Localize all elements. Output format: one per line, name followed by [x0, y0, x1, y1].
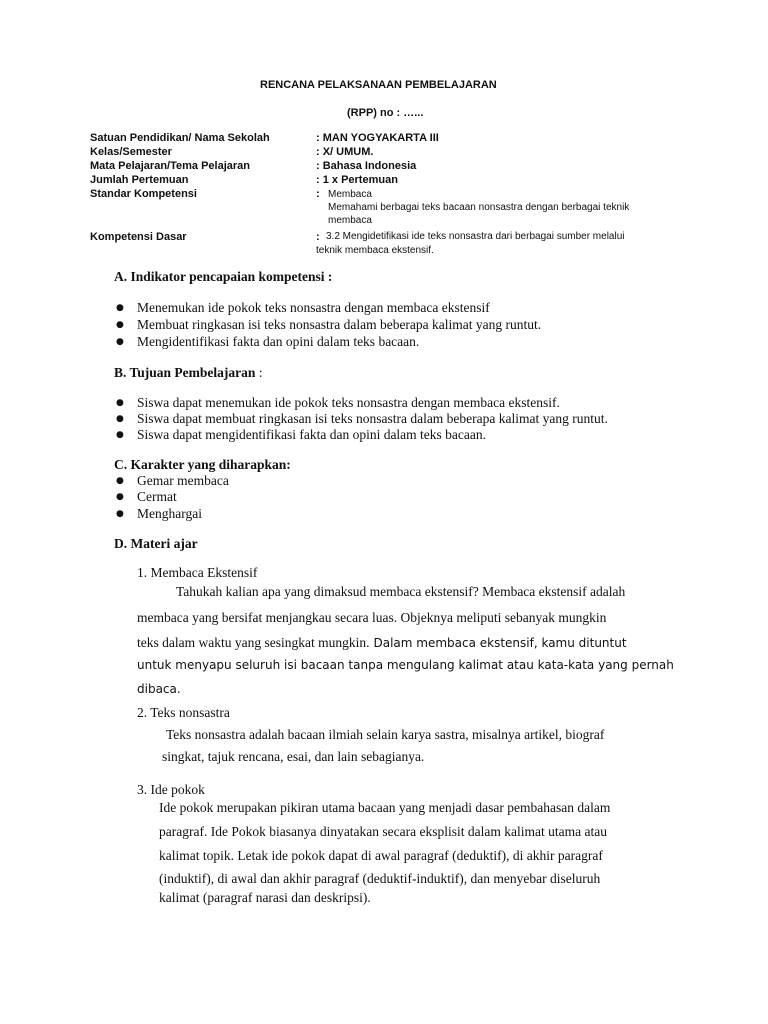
bullet-icon: ● [116, 430, 124, 440]
list-item: Gemar membaca [137, 473, 229, 488]
paragraph-line: singkat, tajuk rencana, esai, dan lain sebagianya. [162, 749, 425, 764]
list-item: Siswa dapat membuat ringkasan isi teks nonsastra dalam beberapa kalimat yang runtut. [137, 411, 608, 426]
materi-item-title: 3. Ide pokok [137, 782, 205, 797]
identity-label: Kelas/Semester [90, 146, 172, 158]
document-subtitle: (RPP) no : …... [347, 107, 424, 119]
bullet-icon: ● [116, 398, 124, 408]
paragraph-line: kalimat topik. Letak ide pokok dapat di awal paragraf (deduktif), di akhir paragraf [159, 848, 603, 863]
materi-item-title: 2. Teks nonsastra [137, 705, 230, 720]
paragraph-emphasis-line: dibaca. [137, 682, 181, 696]
list-item: Mengidentifikasi fakta dan opini dalam teks bacaan. [137, 334, 420, 349]
kompetensi-dasar-label: Kompetensi Dasar [90, 231, 187, 243]
paragraph-line: Ide pokok merupakan pikiran utama bacaan yang menjadi dasar pembahasan dalam [159, 800, 611, 815]
paragraph-emphasis-line: untuk menyapu seluruh isi bacaan tanpa mengulang kalimat atau kata-kata yang pernah [137, 658, 674, 672]
identity-label: Mata Pelajaran/Tema Pelajaran [90, 160, 250, 172]
paragraph-emphasis: Dalam membaca ekstensif, kamu dituntut [373, 636, 627, 650]
list-item: Membuat ringkasan isi teks nonsastra dalam beberapa kalimat yang runtut. [137, 317, 542, 332]
identity-value: : MAN YOGYAKARTA III [316, 132, 439, 144]
identity-label: Satuan Pendidikan/ Nama Sekolah [90, 132, 270, 144]
list-item: Cermat [137, 489, 177, 504]
identity-value: : X/ UMUM. [316, 146, 374, 158]
list-item: Menemukan ide pokok teks nonsastra dengan membaca ekstensif [137, 300, 490, 315]
paragraph-line: kalimat (paragraf narasi dan deskripsi). [159, 890, 371, 905]
standar-kompetensi-line: Memahami berbagai teks bacaan nonsastra dengan berbagai teknik [328, 202, 630, 213]
standar-kompetensi-line: membaca [328, 215, 372, 226]
identity-value: : [316, 188, 320, 200]
section-b-heading: B. Tujuan Pembelajaran [114, 365, 256, 380]
paragraph-line: Teks nonsastra adalah bacaan ilmiah selain karya sastra, misalnya artikel, biograf [166, 727, 605, 742]
section-b-heading-row [114, 364, 263, 382]
bullet-icon: ● [116, 414, 124, 424]
section-d-heading: D. Materi ajar [114, 536, 198, 551]
list-item: Siswa dapat mengidentifikasi fakta dan opini dalam teks bacaan. [137, 427, 487, 442]
paragraph-line: Tahukah kalian apa yang dimaksud membaca ekstensif? Membaca ekstensif adalah [176, 584, 626, 599]
bullet-icon: ● [116, 492, 124, 502]
bullet-icon: ● [116, 320, 124, 330]
bullet-icon: ● [116, 337, 124, 347]
identity-value: : 1 x Pertemuan [316, 174, 398, 186]
paragraph-line: (induktif), di awal dan akhir paragraf (deduktif-induktif), dan menyebar diseluruh [159, 871, 601, 886]
paragraph-line-mixed [137, 634, 627, 652]
paragraph-line: membaca yang bersifat menjangkau secara luas. Objeknya meliputi sebanyak mungkin [137, 610, 607, 625]
kompetensi-dasar-line: teknik membaca ekstensif. [316, 245, 434, 256]
section-c-heading: C. Karakter yang diharapkan: [114, 457, 291, 472]
materi-item-title: 1. Membaca Ekstensif [137, 565, 258, 580]
kompetensi-dasar-line: 3.2 Mengidetifikasi ide teks nonsastra dari berbagai sumber melalui [326, 231, 625, 242]
identity-label: Jumlah Pertemuan [90, 174, 189, 186]
list-item: Siswa dapat menemukan ide pokok teks nonsastra dengan membaca ekstensif. [137, 395, 560, 410]
bullet-icon: ● [116, 476, 124, 486]
document-title: RENCANA PELAKSANAAN PEMBELAJARAN [260, 79, 497, 91]
identity-label: Standar Kompetensi [90, 188, 197, 200]
section-b-heading-suffix: : [255, 365, 263, 380]
bullet-icon: ● [116, 509, 124, 519]
list-item: Menghargai [137, 506, 202, 521]
paragraph-line: paragraf. Ide Pokok biasanya dinyatakan secara eksplisit dalam kalimat utama atau [159, 824, 607, 839]
standar-kompetensi-line: Membaca [328, 189, 372, 200]
section-a-heading: A. Indikator pencapaian kompetensi : [114, 269, 333, 284]
paragraph-text: teks dalam waktu yang sesingkat mungkin. [137, 635, 370, 650]
kompetensi-dasar-colon: : [316, 231, 320, 243]
bullet-icon: ● [116, 303, 124, 313]
identity-value: : Bahasa Indonesia [316, 160, 417, 172]
